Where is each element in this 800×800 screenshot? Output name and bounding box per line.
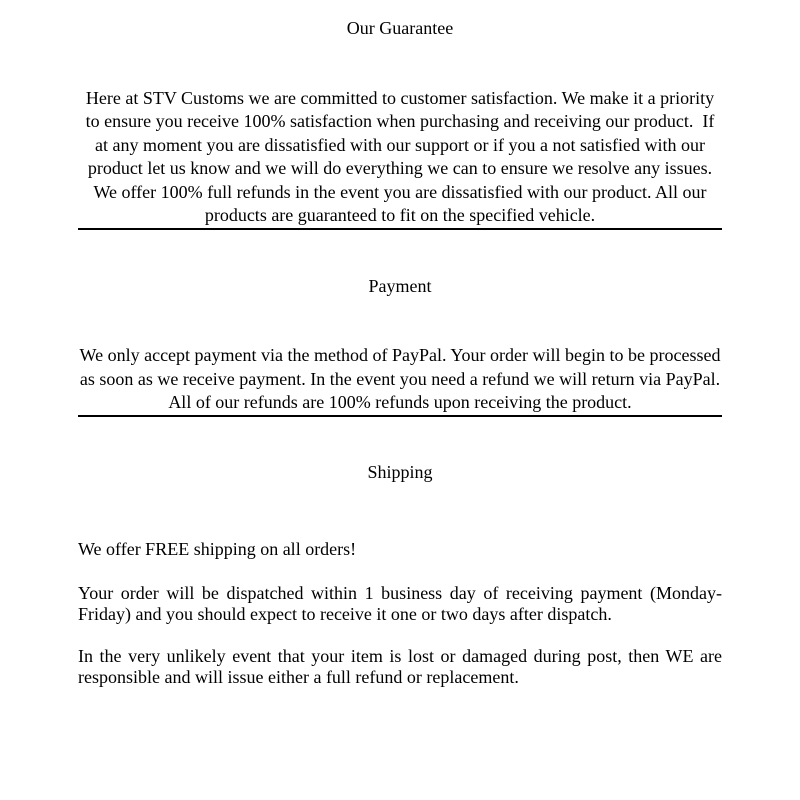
shipping-paragraph-dispatch: Your order will be dispatched within 1 business day of receiving payment (Monday-Friday) and you should expect to receive it one or two days after dispatch. — [78, 583, 722, 624]
guarantee-paragraph: Here at STV Customs we are committed to customer satisfaction. We make it a priority to ensure you receive 100% satisfaction when purchasing and receiving our product. If at any moment you are dissatisfied with our support or if you a not satisfied with our product let us know and we will do everything we can to ensure we resolve any issues. We offer 100% full refunds in the event you are dissatisfied with our product. All our products are guaranteed to fit on the specified vehicle. — [85, 87, 719, 225]
section-payment — [78, 275, 725, 415]
shipping-paragraph-lost-damaged: In the very unlikely event that your item is lost or damaged during post, then WE are responsible and will issue either a full refund or replacement. — [78, 646, 722, 687]
payment-paragraph: We only accept payment via the method of PayPal. Your order will begin to be processed as soon as we receive payment. In the event you need a refund we will return via PayPal. All of our refunds are 100% refunds upon receiving the product. — [79, 345, 725, 412]
section-divider — [78, 228, 722, 230]
shipping-heading: Shipping — [367, 461, 433, 482]
guarantee-heading: Our Guarantee — [346, 18, 454, 38]
section-divider — [78, 415, 722, 417]
shipping-paragraph-free-shipping: We offer FREE shipping on all orders! — [78, 539, 357, 559]
payment-heading: Payment — [368, 275, 432, 296]
section-guarantee — [78, 17, 722, 228]
section-shipping — [78, 461, 722, 689]
